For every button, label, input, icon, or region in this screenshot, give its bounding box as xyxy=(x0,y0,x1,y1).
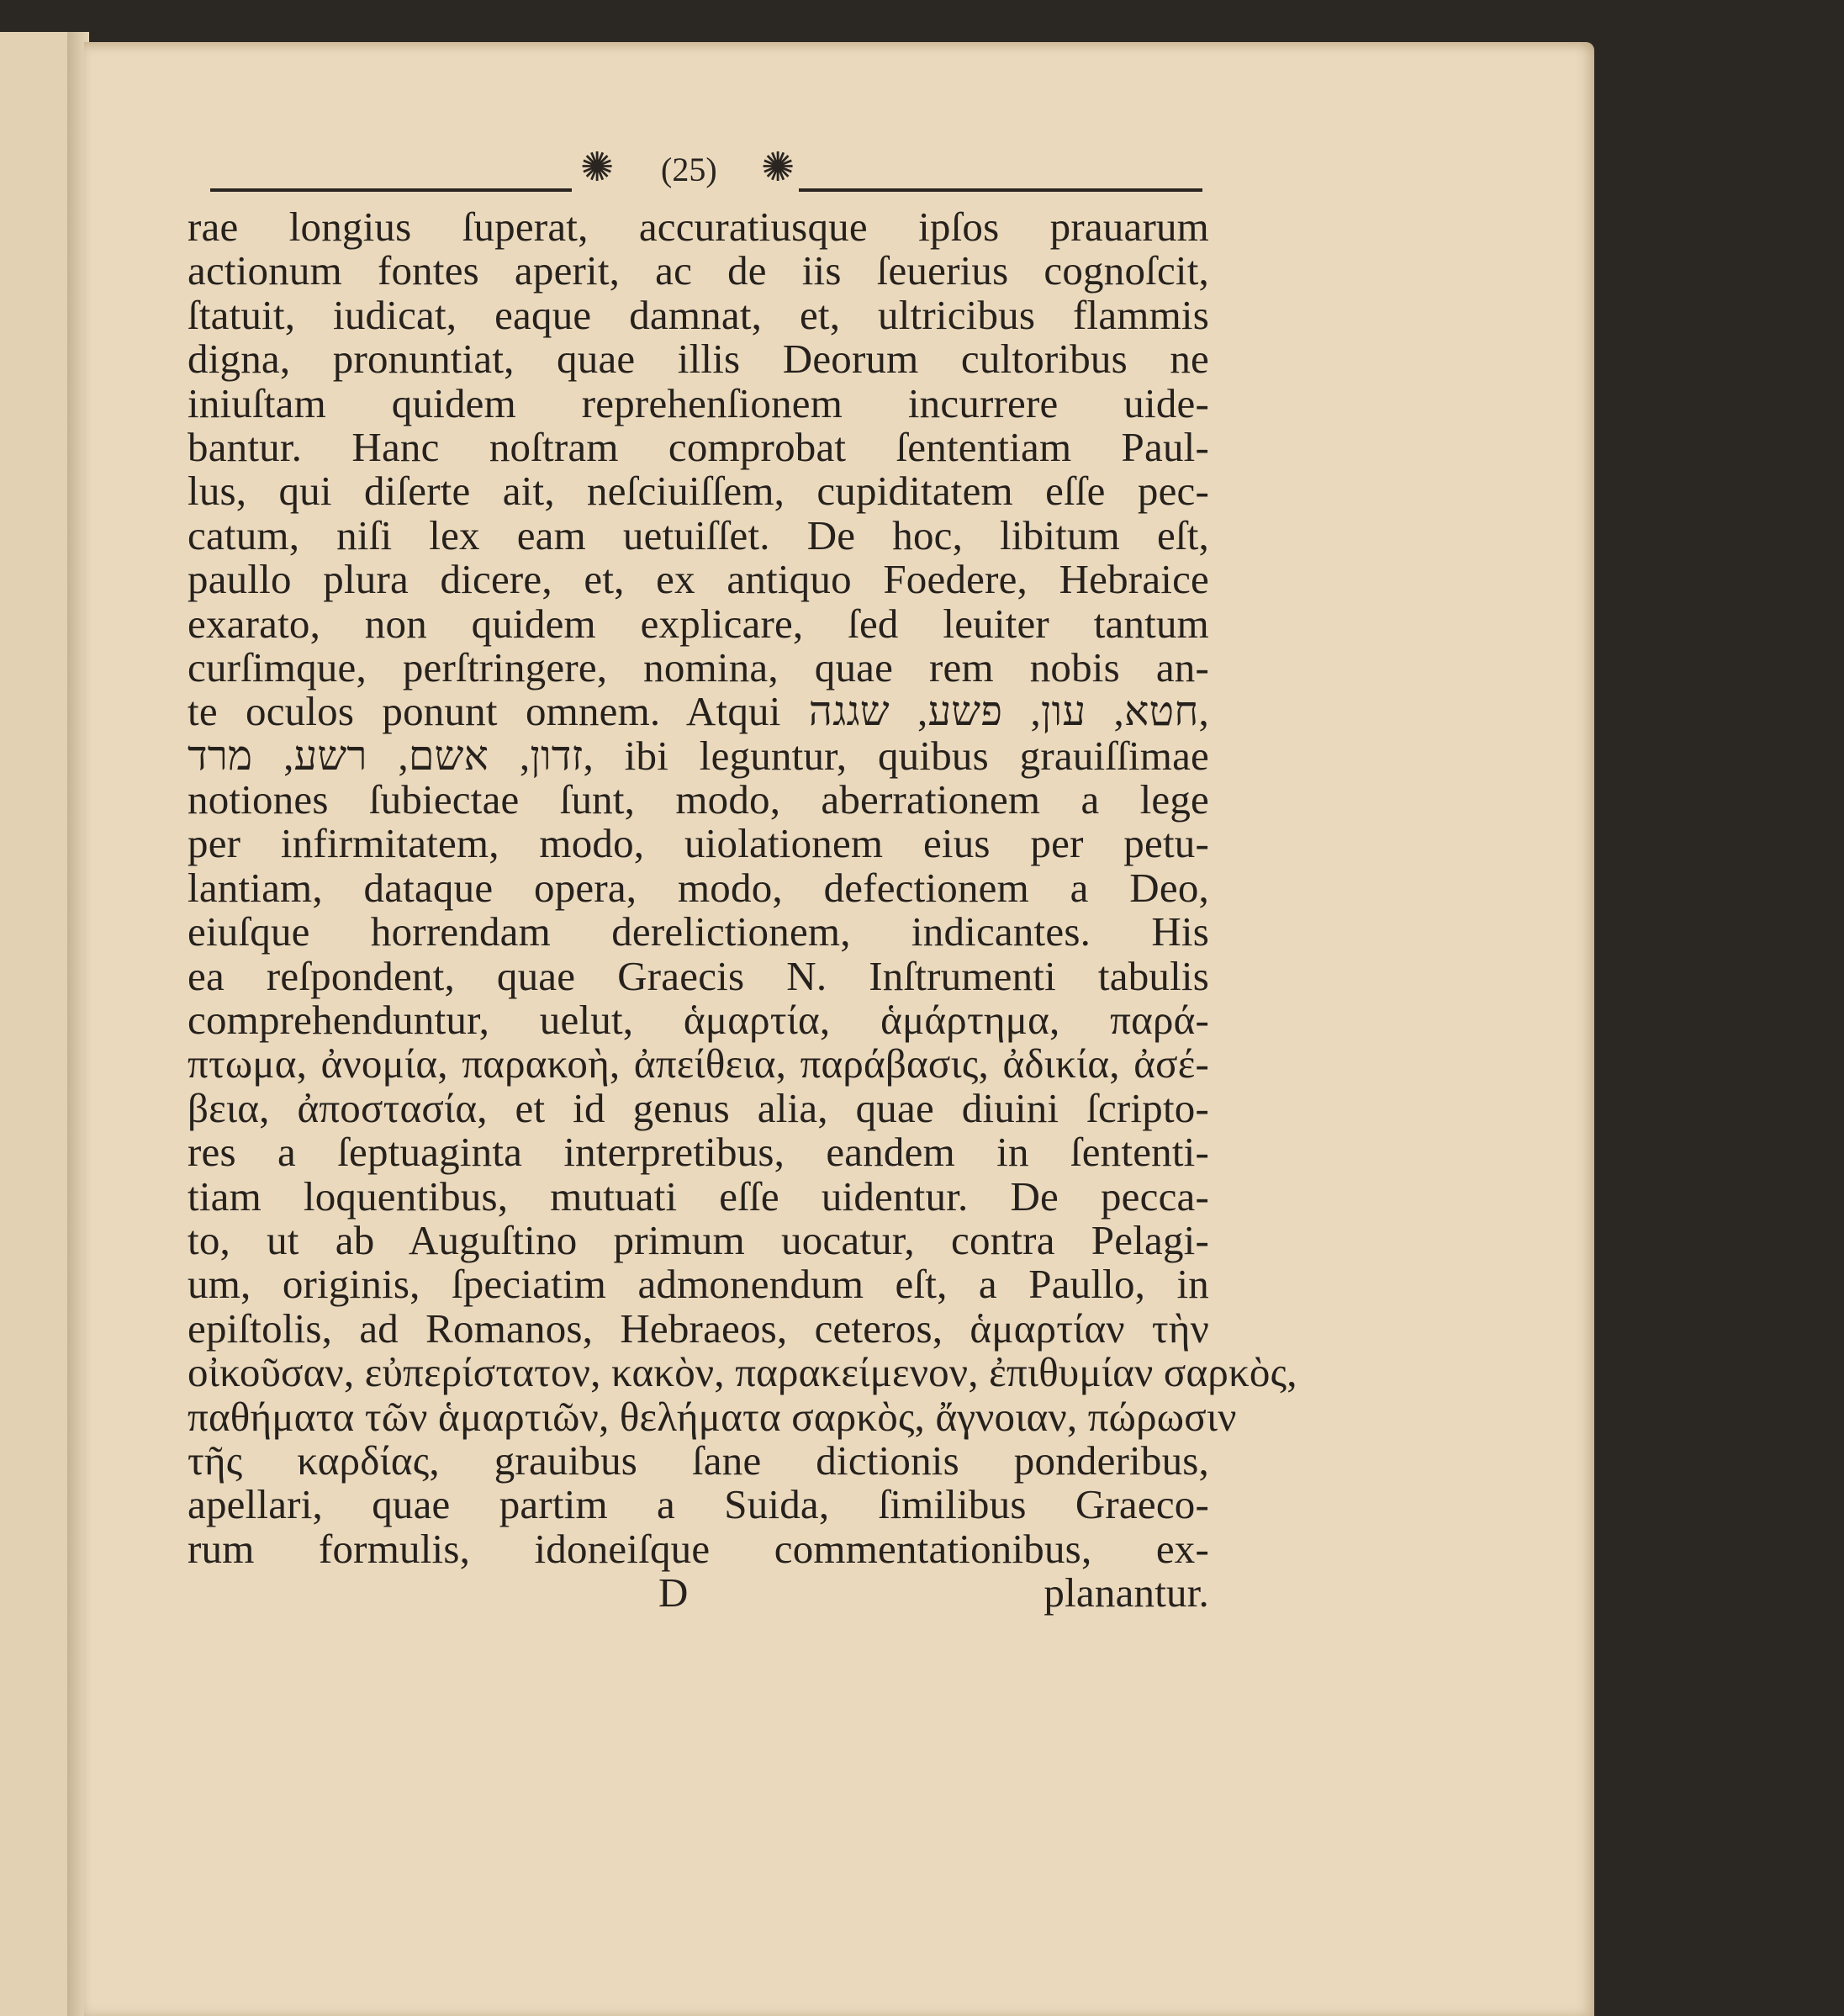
text-line: παθήματα τῶν ἁμαρτιῶν, θελήματα σαρκὸς, ἄγνοιαν, πώρωσιν xyxy=(188,1393,1237,1440)
text-line: βεια, ἀποστασία, et id genus alia, quae diuini ſcripto- xyxy=(188,1084,1209,1131)
text-line: exarato, non quidem explicare, ſed leuiter tantum xyxy=(188,600,1209,647)
text-line: ſtatuit, iudicat, eaque damnat, et, ultricibus flammis xyxy=(188,291,1209,338)
facing-page-edge xyxy=(0,32,67,2016)
text-line: te oculos ponunt omnem. Atqui חטא, עון, פשע, שגגה, xyxy=(188,688,1209,735)
text-line: lantiam, dataque opera, modo, defectionem a Deo, xyxy=(188,864,1209,911)
text-line: um, originis, ſpeciatim admonendum eſt, a Paullo, in xyxy=(188,1261,1209,1308)
text-line: iniuſtam quidem reprehenſionem incurrere uide- xyxy=(188,379,1209,426)
text-line: rum formulis, idoneiſque commentationibus, ex- xyxy=(188,1525,1209,1572)
text-line: paullo plura dicere, et, ex antiquo Foedere, Hebraice xyxy=(188,556,1209,603)
fleuron-icon: ✺ xyxy=(580,146,615,190)
text-line: digna, pronuntiat, quae illis Deorum cultoribus ne xyxy=(188,336,1209,383)
text-line: actionum fontes aperit, ac de iis ſeuerius cognoſcit, xyxy=(188,247,1209,294)
text-line: per infirmitatem, modo, uiolationem eius per petu- xyxy=(188,820,1209,867)
header-rule-right xyxy=(799,188,1202,192)
text-line: apellari, quae partim a Suida, ſimilibus Graeco- xyxy=(188,1481,1209,1528)
text-line: eiuſque horrendam derelictionem, indicantes. His xyxy=(188,908,1209,955)
signature-line xyxy=(188,1571,1209,1615)
body-text xyxy=(188,204,1297,1617)
text-line: res a ſeptuaginta interpretibus, eandem in ſententi- xyxy=(188,1129,1209,1176)
text-line: catum, niſi lex eam uetuiſſet. De hoc, libitum eſt, xyxy=(188,511,1209,558)
text-line: curſimque, perſtringere, nomina, quae rem nobis an- xyxy=(188,643,1209,691)
text-line: tiam loquentibus, mutuati eſſe uidentur. De pecca- xyxy=(188,1172,1209,1220)
header-rule-left xyxy=(210,188,572,192)
catchword: planantur. xyxy=(1044,1569,1209,1617)
text-line: πτωμα, ἀνομία, παρακοὴ, ἀπείθεια, παράβασις, ἀδικία, ἀσέ- xyxy=(188,1040,1209,1087)
text-line: οἰκοῦσαν, εὐπερίστατον, κακὸν, παρακείμενον, ἐπιθυμίαν σαρκὸς, xyxy=(188,1349,1297,1396)
text-line: to, ut ab Auguſtino primum uocatur, contra Pelagi- xyxy=(188,1216,1209,1263)
text-line: זדון, אשם, רשע, מרד, ibi leguntur, quibus grauiſſimae xyxy=(188,732,1209,779)
text-line: epiſtolis, ad Romanos, Hebraeos, ceteros, ἁμαρτίαν τὴν xyxy=(188,1304,1209,1352)
page-header xyxy=(210,145,1202,197)
fleuron-icon: ✺ xyxy=(761,146,795,190)
page-number: (25) xyxy=(661,151,717,188)
text-line: bantur. Hanc noſtram comprobat ſententiam Paul- xyxy=(188,423,1209,470)
text-line: rae longius ſuperat, accuratiusque ipſos prauarum xyxy=(188,204,1209,250)
text-line: comprehenduntur, uelut, ἁμαρτία, ἁμάρτημα, παρά- xyxy=(188,997,1209,1044)
text-line: ea reſpondent, quae Graecis N. Inſtrumenti tabulis xyxy=(188,952,1209,999)
signature-mark: D xyxy=(658,1569,689,1617)
text-line: notiones ſubiectae ſunt, modo, aberrationem a lege xyxy=(188,776,1209,823)
text-line: τῆς καρδίας, grauibus ſane dictionis ponderibus, xyxy=(188,1437,1209,1484)
text-line: lus, qui diſerte ait, neſciuiſſem, cupiditatem eſſe pec- xyxy=(188,468,1209,515)
